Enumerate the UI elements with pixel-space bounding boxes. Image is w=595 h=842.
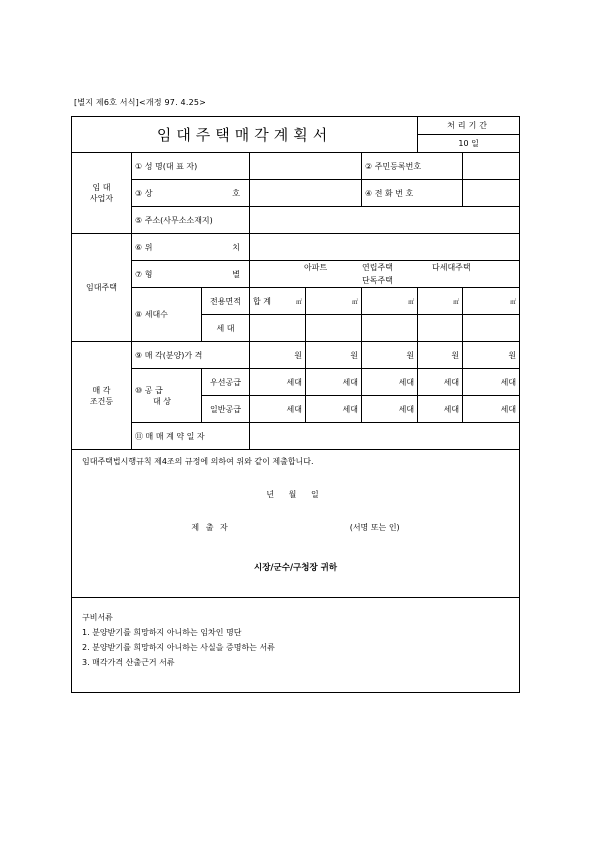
- resident-number-field[interactable]: [463, 153, 520, 180]
- form-title: 임대주택매각계획서: [72, 117, 418, 153]
- priority-cell-5[interactable]: 세대: [463, 369, 520, 396]
- priority-cell-3[interactable]: 세대: [362, 369, 418, 396]
- declaration-block: [72, 450, 520, 598]
- priority-supply-label: 우선공급: [202, 369, 250, 396]
- household-cell-5[interactable]: [463, 315, 520, 342]
- recipient-label: 시장/군수/구청장 귀하: [254, 563, 338, 573]
- landlord-section-header: 임 대 사업자: [72, 153, 132, 234]
- sale-plan-form: [71, 116, 520, 693]
- trade-name-label: ③ 상 호: [132, 180, 250, 207]
- household-cell-3[interactable]: [362, 315, 418, 342]
- type-row-house[interactable]: 연립주택: [362, 263, 393, 272]
- household-cell-1[interactable]: [250, 315, 306, 342]
- contract-date-field[interactable]: [250, 423, 520, 450]
- general-cell-5[interactable]: 세대: [463, 396, 520, 423]
- declaration-text: 임대주택법시행규칙 제4조의 규정에 의하여 위와 같이 제출합니다.: [82, 457, 314, 466]
- type-label: ⑦ 형 별: [132, 261, 250, 288]
- processing-period-label: 처리기간: [418, 117, 520, 135]
- area-cell-2[interactable]: ㎡: [306, 288, 362, 315]
- area-cell-3[interactable]: ㎡: [362, 288, 418, 315]
- households-label: ⑧ 세대수: [132, 288, 202, 342]
- general-cell-2[interactable]: 세대: [306, 396, 362, 423]
- area-label: 전용면적: [202, 288, 250, 315]
- general-cell-1[interactable]: 세대: [250, 396, 306, 423]
- phone-field[interactable]: [463, 180, 520, 207]
- documents-title: 구비서류: [82, 613, 113, 622]
- priority-cell-4[interactable]: 세대: [418, 369, 463, 396]
- form-number-label: [별지 제6호 서식]<개정 97. 4.25>: [74, 98, 207, 107]
- price-cell-3[interactable]: 원: [362, 342, 418, 369]
- resident-number-label: ② 주민등록번호: [362, 153, 463, 180]
- price-cell-5[interactable]: 원: [463, 342, 520, 369]
- general-cell-3[interactable]: 세대: [362, 396, 418, 423]
- household-count-label: 세 대: [202, 315, 250, 342]
- area-total[interactable]: 합 계 ㎡: [250, 288, 306, 315]
- declaration-date[interactable]: 년 월 일: [266, 490, 325, 499]
- price-label: ⑨ 매 각(분양)가 격: [132, 342, 250, 369]
- price-cell-1[interactable]: 원: [250, 342, 306, 369]
- priority-cell-1[interactable]: 세대: [250, 369, 306, 396]
- name-field[interactable]: [250, 153, 362, 180]
- trade-name-field[interactable]: [250, 180, 362, 207]
- sale-section-header: 매 각 조건등: [72, 342, 132, 450]
- submitter-label: 제 출 자: [191, 523, 230, 532]
- address-label: ⑤ 주소(사무소소재지): [132, 207, 250, 234]
- document-item: 2. 분양받기를 희망하지 아니하는 사실을 증명하는 서류: [82, 643, 275, 652]
- type-apartment[interactable]: 아파트: [304, 263, 328, 272]
- household-cell-2[interactable]: [306, 315, 362, 342]
- document-item: 1. 분양받기를 희망하지 아니하는 임차인 명단: [82, 628, 242, 637]
- required-documents: [72, 598, 520, 693]
- area-cell-5[interactable]: ㎡: [463, 288, 520, 315]
- type-single-house[interactable]: 단독주택: [362, 276, 393, 285]
- general-supply-label: 일반공급: [202, 396, 250, 423]
- contract-date-label: ⑪ 매 매 계 약 일 자: [132, 423, 250, 450]
- processing-period-value: 10 일: [418, 135, 520, 153]
- area-cell-4[interactable]: ㎡: [418, 288, 463, 315]
- price-cell-2[interactable]: 원: [306, 342, 362, 369]
- phone-label: ④ 전 화 번 호: [362, 180, 463, 207]
- household-cell-4[interactable]: [418, 315, 463, 342]
- address-field[interactable]: [250, 207, 520, 234]
- priority-cell-2[interactable]: 세대: [306, 369, 362, 396]
- type-options[interactable]: [250, 261, 520, 288]
- type-multi-unit[interactable]: 다세대주택: [432, 263, 471, 272]
- housing-section-header: 임대주택: [72, 234, 132, 342]
- price-cell-4[interactable]: 원: [418, 342, 463, 369]
- location-label: ⑥ 위 치: [132, 234, 250, 261]
- general-cell-4[interactable]: 세대: [418, 396, 463, 423]
- document-item: 3. 매각가격 산출근거 서류: [82, 658, 175, 667]
- signature-label[interactable]: (서명 또는 인): [349, 523, 400, 532]
- location-field[interactable]: [250, 234, 520, 261]
- name-label: ① 성 명(대 표 자): [132, 153, 250, 180]
- supply-target-label: ⑩ 공 급 대 상: [132, 369, 202, 423]
